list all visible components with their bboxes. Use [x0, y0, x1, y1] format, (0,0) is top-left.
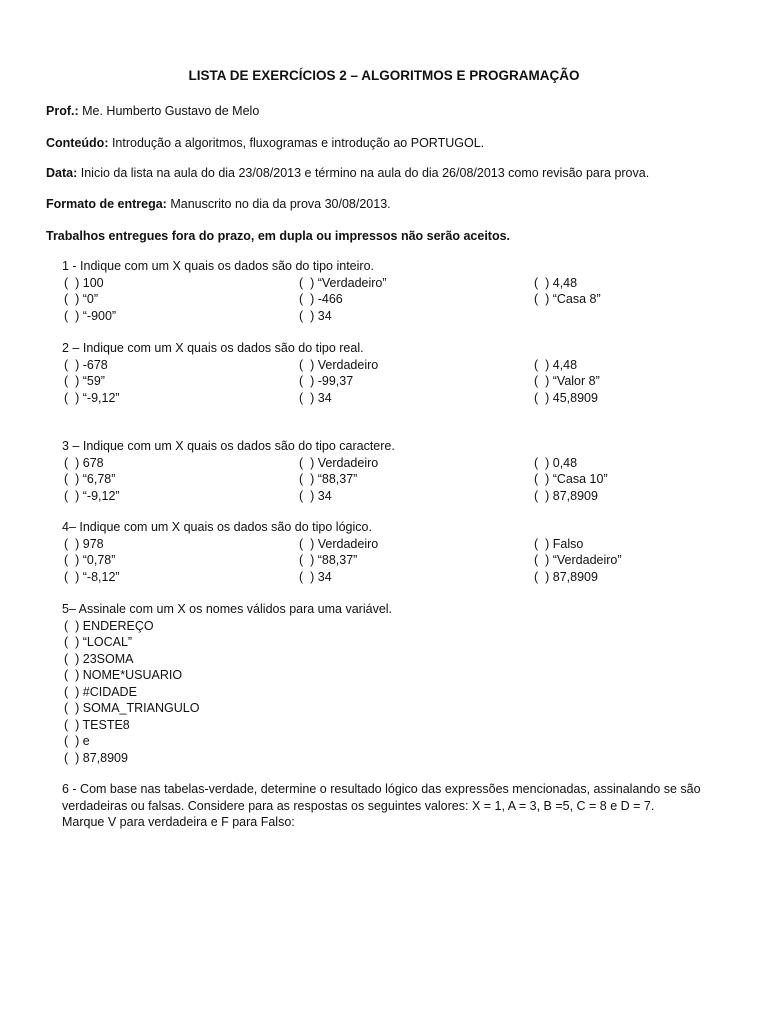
prof-value: Me. Humberto Gustavo de Melo: [78, 104, 260, 118]
option: ( ) #CIDADE: [64, 684, 137, 699]
formato-line: [46, 196, 736, 213]
question-1-title: 1 - Indique com um X quais os dados são do tipo inteiro.: [62, 259, 374, 273]
option: ( ) NOME*USUARIO: [64, 668, 183, 682]
question-2-title: 2 – Indique com um X quais os dados são do tipo real.: [62, 341, 364, 355]
option: ( ) e: [64, 734, 90, 748]
option: ( ) TESTE8: [64, 717, 130, 732]
formato-value: Manuscrito no dia da prova 30/08/2013.: [166, 197, 391, 211]
option: ( ) ENDEREÇO: [64, 618, 154, 633]
option: ( ) “LOCAL”: [64, 635, 133, 649]
option: ( ) 34: [299, 569, 332, 584]
option: ( ) 34: [299, 488, 332, 503]
option: ( ) “-9,12”: [64, 488, 120, 503]
data-value: Inicio da lista na aula do dia 23/08/2013 e término na aula do dia 26/08/2013 como revisão para prova.: [77, 166, 650, 180]
conteudo-value: Introdução a algoritmos, fluxogramas e introdução ao PORTUGOL.: [108, 136, 485, 150]
option: ( ) 34: [299, 308, 332, 323]
question-5-title: 5– Assinale com um X os nomes válidos para uma variável.: [62, 602, 393, 616]
prof-line: [46, 103, 736, 120]
option: ( ) “Verdadeiro”: [299, 275, 387, 290]
option: ( ) Verdadeiro: [299, 455, 379, 470]
option: ( ) -99,37: [299, 374, 354, 388]
question-4-options: [46, 536, 746, 586]
option: ( ) Verdadeiro: [299, 536, 379, 551]
option: ( ) “Verdadeiro”: [534, 553, 622, 567]
question-4: [46, 519, 746, 585]
option: ( ) Falso: [534, 536, 584, 551]
option: ( ) Verdadeiro: [299, 357, 379, 372]
option: ( ) 978: [64, 536, 104, 551]
question-6-line-3: Marque V para verdadeira e F para Falso:: [62, 815, 295, 829]
question-3-title: 3 – Indique com um X quais os dados são do tipo caractere.: [62, 439, 395, 453]
option: ( ) “-9,12”: [64, 390, 120, 405]
option: ( ) -678: [64, 357, 108, 372]
question-1: [46, 258, 746, 324]
question-5: [46, 601, 746, 766]
option: ( ) “Casa 8”: [534, 292, 601, 306]
question-3: [46, 438, 746, 504]
question-2-options: [46, 357, 746, 407]
option: ( ) “6,78”: [64, 472, 116, 486]
data-line: [46, 165, 736, 182]
question-6-line-2: verdadeiras ou falsas. Considere para as respostas os seguintes valores: X = 1, A = 3, B =5, C = 8 e D = 7.: [62, 798, 655, 813]
option: ( ) 4,48: [534, 357, 578, 372]
question-6-line-1: 6 - Com base nas tabelas-verdade, determine o resultado lógico das expressões mencionadas, assinalando se são: [62, 782, 701, 796]
page-title: LISTA DE EXERCÍCIOS 2 – ALGORITMOS E PROGRAMAÇÃO: [188, 68, 580, 83]
option: ( ) 34: [299, 390, 332, 405]
option: ( ) 0,48: [534, 455, 578, 470]
option: ( ) “-900”: [64, 308, 117, 323]
option: ( ) 87,8909: [534, 569, 598, 584]
option: ( ) 100: [64, 275, 104, 290]
conteudo-line: [46, 135, 736, 152]
formato-label: Formato de entrega:: [46, 197, 167, 211]
question-3-options: [46, 455, 746, 505]
option: ( ) “-8,12”: [64, 569, 120, 584]
option: ( ) “59”: [64, 374, 105, 388]
option: ( ) 23SOMA: [64, 651, 134, 666]
question-1-options: [46, 275, 746, 325]
conteudo-label: Conteúdo:: [46, 136, 109, 150]
option: ( ) 87,8909: [64, 750, 128, 765]
option: ( ) 45,8909: [534, 390, 598, 405]
question-4-title: 4– Indique com um X quais os dados são do tipo lógico.: [62, 520, 372, 534]
option: ( ) “Casa 10”: [534, 472, 608, 486]
question-5-options: [46, 618, 746, 767]
option: ( ) “Valor 8”: [534, 374, 600, 388]
question-6: [62, 781, 742, 831]
option: ( ) 87,8909: [534, 488, 598, 503]
option: ( ) “0,78”: [64, 553, 116, 567]
option: ( ) “88,37”: [299, 472, 358, 486]
option: ( ) SOMA_TRIANGULO: [64, 701, 200, 715]
option: ( ) 4,48: [534, 275, 578, 290]
option: ( ) “88,37”: [299, 553, 358, 567]
data-label: Data:: [46, 166, 78, 180]
option: ( ) “0”: [64, 292, 99, 306]
aviso-line: Trabalhos entregues fora do prazo, em dupla ou impressos não serão aceitos.: [46, 229, 511, 243]
prof-label: Prof.:: [46, 104, 79, 118]
option: ( ) -466: [299, 292, 343, 306]
question-2: [46, 340, 746, 406]
option: ( ) 678: [64, 455, 104, 470]
